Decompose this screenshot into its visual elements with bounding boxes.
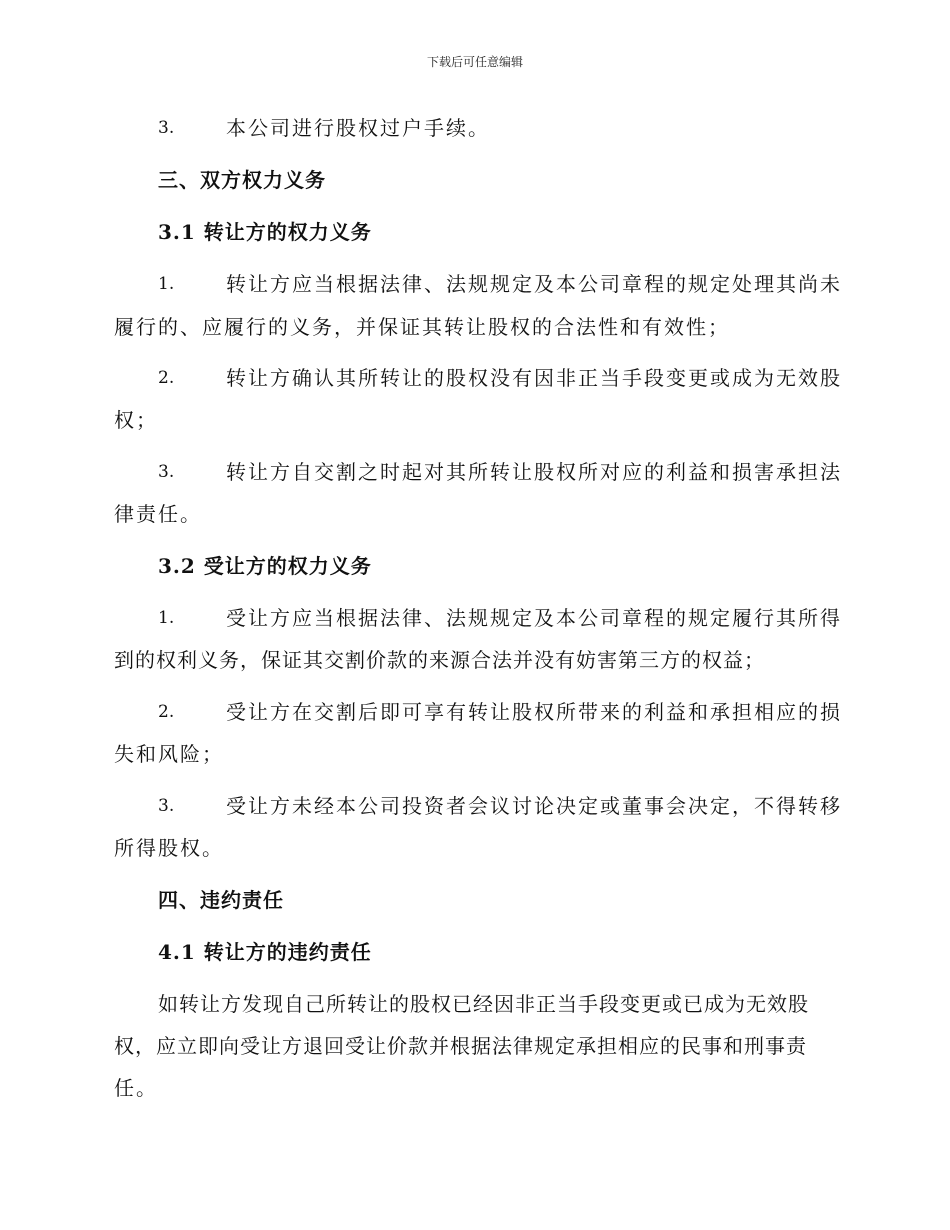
item-text-line1: 转让方自交割之时起对其所转让股权所对应的利益和损害承担法 — [226, 460, 842, 484]
section-title: 四、违约责任 — [158, 888, 284, 912]
paragraph-text-line2: 权，应立即向受让方退回受让价款并根据法律规定承担相应的民事和刑事责 — [114, 1034, 807, 1058]
item-text-line1: 受让方应当根据法律、法规规定及本公司章程的规定履行其所得 — [226, 606, 842, 630]
item-text: 本公司进行股权过户手续。 — [226, 116, 490, 140]
page-header-note: 下载后可任意编辑 — [426, 55, 523, 69]
item-number: 3. — [158, 796, 175, 816]
item-text-line2: 履行的、应履行的义务，并保证其转让股权的合法性和有效性； — [114, 315, 730, 339]
item-text-line1: 受让方在交割后即可享有转让股权所带来的利益和承担相应的损 — [226, 700, 842, 724]
item-number: 3. — [158, 118, 175, 138]
item-number: 1. — [158, 608, 175, 628]
item-number: 3. — [158, 462, 175, 482]
subsection-title: 4.1 转让方的违约责任 — [158, 940, 372, 964]
item-text-line2: 权； — [114, 408, 158, 432]
paragraph-text-line1: 如转让方发现自己所转让的股权已经因非正当手段变更或已成为无效股 — [158, 992, 809, 1016]
item-text-line1: 转让方应当根据法律、法规规定及本公司章程的规定处理其尚未 — [226, 272, 842, 296]
item-number: 2. — [158, 368, 175, 388]
item-text-line2: 失和风险； — [114, 742, 224, 766]
item-number: 2. — [158, 702, 175, 722]
paragraph-text-line3: 任。 — [114, 1076, 158, 1100]
item-text-line2: 所得股权。 — [114, 836, 224, 860]
item-number: 1. — [158, 274, 175, 294]
item-text-line2: 律责任。 — [114, 502, 202, 526]
subsection-title: 3.2 受让方的权力义务 — [158, 554, 372, 578]
item-text-line1: 转让方确认其所转让的股权没有因非正当手段变更或成为无效股 — [226, 366, 842, 390]
section-title: 三、双方权力义务 — [158, 168, 326, 192]
item-text-line2: 到的权利义务，保证其交割价款的来源合法并没有妨害第三方的权益； — [114, 648, 765, 672]
item-text-line1: 受让方未经本公司投资者会议讨论决定或董事会决定，不得转移 — [226, 794, 842, 818]
subsection-title: 3.1 转让方的权力义务 — [158, 220, 372, 244]
